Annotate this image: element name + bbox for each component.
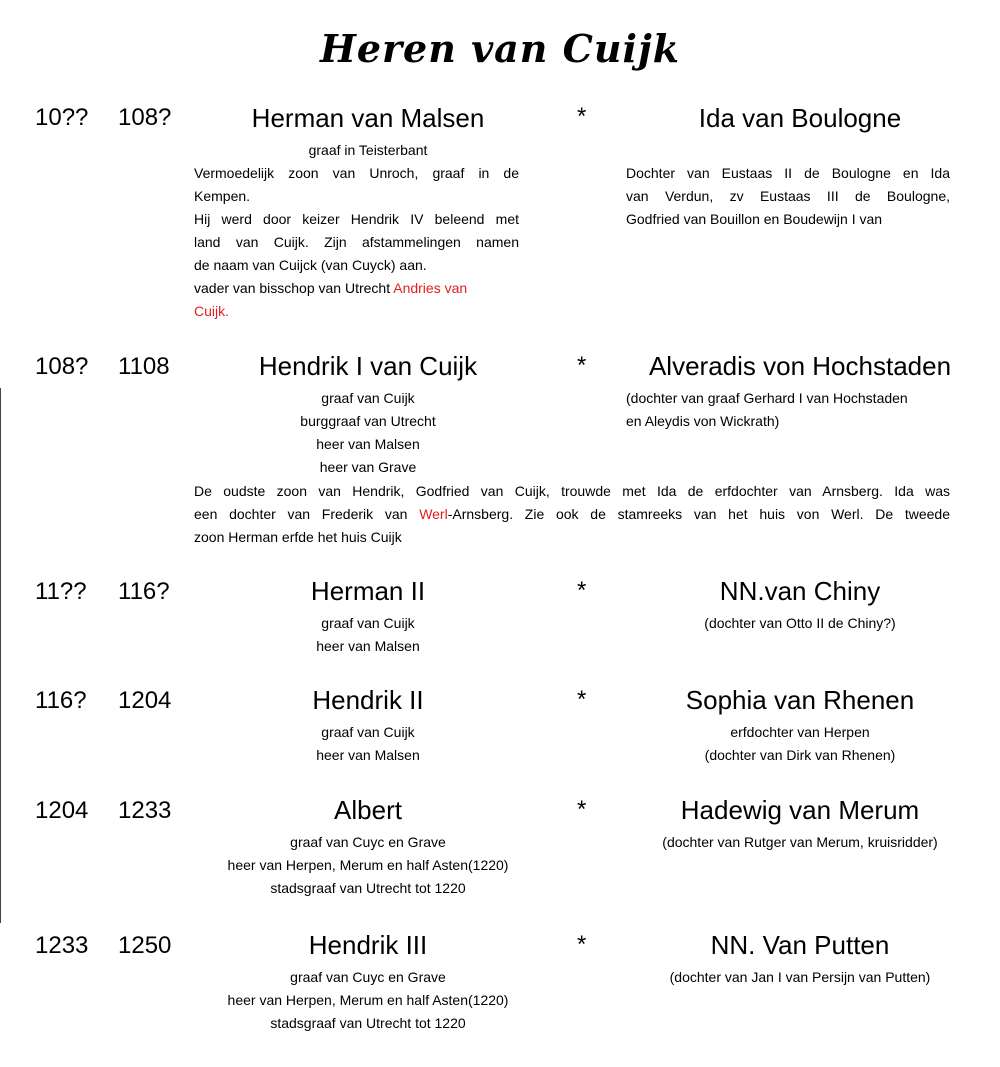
spouse-line: (dochter van Rutger van Merum, kruisridder) — [662, 834, 938, 850]
lord-title: heer van Herpen, Merum en half Asten(1220) — [227, 992, 509, 1008]
lord-title: heer van Herpen, Merum en half Asten(1220) — [227, 857, 509, 873]
lord-name: Albert — [334, 795, 402, 825]
spouse-name: Alveradis von Hochstaden — [648, 351, 952, 381]
left-border-line — [0, 388, 1, 923]
marriage-star: * — [577, 796, 587, 823]
spouse-line: erfdochter van Herpen — [730, 724, 870, 740]
lord-name: Herman II — [310, 576, 426, 606]
year-from: 108? — [35, 353, 89, 380]
bio-line: de naam van Cuijck (van Cuyck) aan. — [194, 257, 427, 273]
spouse-line: (dochter van Jan I van Persijn van Putten) — [669, 969, 931, 985]
lord-titles — [193, 831, 543, 900]
bio-text: vader van bisschop van Utrecht — [194, 280, 394, 296]
lord-title: heer van Malsen — [316, 747, 420, 763]
spouse-name: NN. Van Putten — [710, 930, 890, 960]
spouse-line: van Verdun, zv Eustaas III de Boulogne, — [626, 188, 950, 204]
lord-title: heer van Malsen — [316, 638, 420, 654]
marriage-star: * — [577, 352, 587, 379]
marriage-star: * — [577, 577, 587, 604]
spouse-info — [626, 162, 950, 231]
lord-bio — [194, 162, 519, 323]
lord-title: graaf van Cuijk — [321, 615, 415, 631]
link-werl[interactable]: Werl — [419, 506, 448, 522]
year-from: 116? — [35, 687, 87, 714]
spouse-name: NN.van Chiny — [719, 576, 881, 606]
lord-title: stadsgraaf van Utrecht tot 1220 — [270, 1015, 466, 1031]
lord-title: graaf in Teisterbant — [308, 142, 428, 158]
spouse-info — [626, 387, 956, 433]
spouse-info — [625, 612, 975, 635]
lord-titles — [193, 721, 543, 767]
spouse-line: en Aleydis von Wickrath) — [626, 413, 780, 429]
lord-name: Herman van Malsen — [251, 103, 485, 133]
page-title: Heren van Cuijk — [319, 26, 681, 71]
spouse-line: Dochter van Eustaas II de Boulogne en Ida — [626, 165, 950, 181]
bio-line: Vermoedelijk zoon van Unroch, graaf in de — [194, 165, 519, 181]
lord-title: graaf van Cuijk — [321, 390, 415, 406]
marriage-star: * — [577, 103, 587, 130]
note-text: -Arnsberg. Zie ook de stamreeks van het huis von Werl. De tweede — [447, 506, 950, 522]
note-text: een dochter van Frederik van — [194, 506, 420, 522]
lord-titles — [193, 612, 543, 658]
spouse-line: Godfried van Bouillon en Boudewijn I van — [626, 211, 883, 227]
year-to: 1233 — [118, 797, 172, 824]
bio-line: land van Cuijk. Zijn afstammelingen namen — [194, 234, 519, 250]
year-to: 1204 — [118, 687, 172, 714]
marriage-star: * — [577, 686, 587, 713]
spouse-info — [625, 721, 975, 767]
marriage-star: * — [577, 931, 587, 958]
bio-line: Hij werd door keizer Hendrik IV beleend met — [194, 211, 519, 227]
lord-title: heer van Grave — [319, 459, 417, 475]
lord-title: graaf van Cuijk — [321, 724, 415, 740]
spouse-name: Sophia van Rhenen — [685, 685, 915, 715]
year-from: 1233 — [35, 932, 89, 959]
note-line — [194, 503, 950, 526]
year-to: 108? — [118, 104, 172, 131]
year-from: 10?? — [35, 104, 89, 131]
year-from: 11?? — [35, 578, 87, 605]
lord-name: Hendrik II — [312, 685, 424, 715]
lord-title: burggraaf van Utrecht — [300, 413, 436, 429]
spouse-info — [625, 831, 975, 854]
lord-title: stadsgraaf van Utrecht tot 1220 — [270, 880, 466, 896]
spouse-line: (dochter van Dirk van Rhenen) — [704, 747, 896, 763]
year-to: 116? — [118, 578, 170, 605]
spouse-line: (dochter van Otto II de Chiny?) — [704, 615, 896, 631]
year-to: 1250 — [118, 932, 172, 959]
year-to: 1108 — [118, 353, 170, 380]
link-andries[interactable]: Andries van — [393, 280, 468, 296]
lord-title: heer van Malsen — [316, 436, 420, 452]
lord-name: Hendrik III — [308, 930, 428, 960]
lord-titles — [193, 966, 543, 1035]
bio-line — [194, 277, 519, 300]
lord-titles — [193, 387, 543, 479]
year-from: 1204 — [35, 797, 89, 824]
lord-title: graaf van Cuyc en Grave — [290, 834, 446, 850]
lord-title: graaf van Cuyc en Grave — [290, 969, 446, 985]
spouse-info — [625, 966, 975, 989]
spouse-name: Ida van Boulogne — [698, 103, 902, 133]
link-andries-cont[interactable]: Cuijk. — [194, 303, 230, 319]
spouse-name: Hadewig van Merum — [680, 795, 920, 825]
spouse-line: (dochter van graaf Gerhard I van Hochstaden — [626, 390, 908, 406]
note-line: De oudste zoon van Hendrik, Godfried van Cuijk, trouwde met Ida de erfdochter van Arnsberg. Ida was — [194, 483, 950, 499]
bio-line: Kempen. — [194, 188, 251, 204]
note-line: zoon Herman erfde het huis Cuijk — [194, 529, 402, 545]
lord-name: Hendrik I van Cuijk — [258, 351, 478, 381]
family-note — [194, 480, 950, 549]
